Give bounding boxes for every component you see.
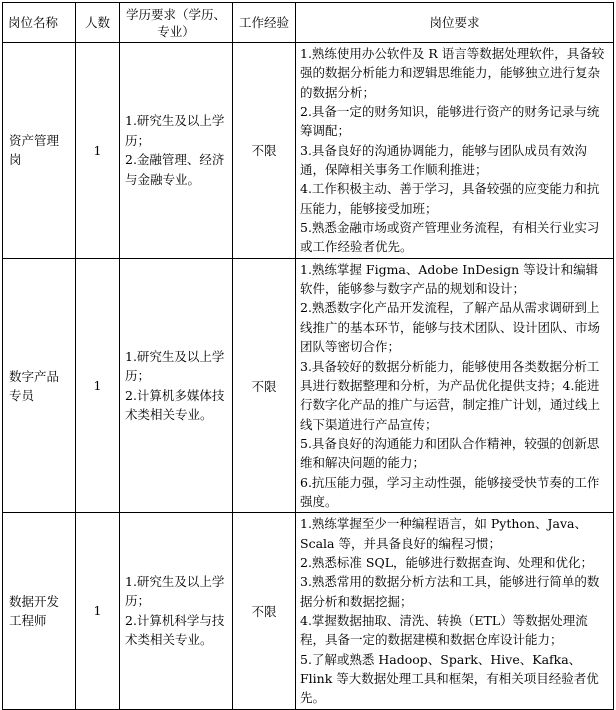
education-requirement bbox=[120, 43, 233, 259]
education-line: 2.金融管理、经济与金融专业。 bbox=[125, 152, 225, 187]
experience-requirement: 不限 bbox=[233, 43, 296, 259]
requirement-item: 2.具备一定的财务知识，能够进行资产的财务记录与统筹调配； bbox=[300, 104, 600, 139]
education-line: 2.计算机科学与技术类相关专业。 bbox=[125, 612, 225, 648]
header-experience: 工作经验 bbox=[233, 3, 296, 43]
education-requirement bbox=[120, 513, 233, 709]
headcount: 1 bbox=[76, 513, 120, 709]
header-requirements: 岗位要求 bbox=[296, 3, 614, 43]
requirement-item: 3.具备良好的沟通协调能力，能够与团队成员有效沟通，保障相关事务工作顺利推进； bbox=[300, 142, 587, 178]
header-education: 学历要求（学历、专业） bbox=[120, 3, 233, 43]
table-header-row bbox=[3, 3, 614, 43]
requirement-item: 4.掌握数据抽取、清洗、转换（ETL）等数据处理流程，具备一定的数据建模和数据仓库设计能力； bbox=[300, 612, 588, 648]
requirement-item: 6.抗压能力强，学习主动性强，能够接受快节奏的工作强度。 bbox=[300, 474, 600, 509]
requirement-item: 3.具备较好的数据分析能力，能够使用各类数据分析工具进行数据整理和分析，为产品优化提供支持；4.能进行数字化产品的推广与运营，制定推广计划，通过线上线下渠道进行产品宣传； bbox=[300, 358, 601, 432]
requirement-item: 5.了解或熟悉 Hadoop、Spark、Hive、Kafka、Flink 等大数据处理工具和框架，有相关项目经验者优先。 bbox=[300, 651, 599, 706]
experience-requirement: 不限 bbox=[233, 513, 296, 709]
job-requirements bbox=[296, 43, 614, 259]
requirement-item: 5.具备良好的沟通能力和团队合作精神，较强的创新思维和解决问题的能力； bbox=[300, 435, 600, 471]
requirement-item: 1.熟练掌握 Figma、Adobe InDesign 等设计和编辑软件，能够参与数字产品的规划和设计； bbox=[300, 261, 599, 297]
headcount: 1 bbox=[76, 258, 120, 512]
job-requirements bbox=[296, 513, 614, 709]
table-row bbox=[3, 513, 614, 709]
education-line: 2.计算机多媒体技术类相关专业。 bbox=[125, 387, 225, 423]
table-row bbox=[3, 258, 614, 512]
position-name: 数字产品专员 bbox=[3, 258, 76, 512]
education-line: 1.研究生及以上学历； bbox=[125, 113, 225, 148]
education-line: 1.研究生及以上学历； bbox=[125, 573, 225, 609]
header-count: 人数 bbox=[76, 3, 120, 43]
headcount: 1 bbox=[76, 43, 120, 259]
experience-requirement: 不限 bbox=[233, 258, 296, 512]
requirement-item: 1.熟练使用办公软件及 R 语言等数据处理软件，具备较强的数据分析能力和逻辑思维能力，能够独立进行复杂的数据分析； bbox=[300, 46, 605, 100]
requirement-item: 5.熟悉金融市场或资产管理业务流程，有相关行业实习或工作经验者优先。 bbox=[300, 220, 600, 255]
requirement-item: 2.熟悉标准 SQL，能够进行数据查询、处理和优化； bbox=[300, 554, 594, 570]
requirement-item: 2.熟悉数字化产品开发流程，了解产品从需求调研到上线推广的基本环节，能够与技术团队、设计团队、市场团队等密切合作； bbox=[300, 300, 601, 355]
education-requirement bbox=[120, 258, 233, 512]
requirement-item: 1.熟练掌握至少一种编程语言，如 Python、Java、Scala 等，并具备良好的编程习惯； bbox=[300, 516, 588, 551]
requirement-item: 4.工作积极主动、善于学习，具备较强的应变能力和抗压能力，能够接受加班； bbox=[300, 181, 600, 216]
job-requirements-table bbox=[2, 2, 614, 710]
requirement-item: 3.熟悉常用的数据分析方法和工具，能够进行简单的数据分析和数据挖掘； bbox=[300, 574, 600, 609]
education-line: 1.研究生及以上学历； bbox=[125, 348, 225, 384]
position-name: 资产管理岗 bbox=[3, 43, 76, 259]
job-requirements bbox=[296, 258, 614, 512]
position-name: 数据开发工程师 bbox=[3, 513, 76, 709]
header-position: 岗位名称 bbox=[3, 3, 76, 43]
table-row bbox=[3, 43, 614, 259]
